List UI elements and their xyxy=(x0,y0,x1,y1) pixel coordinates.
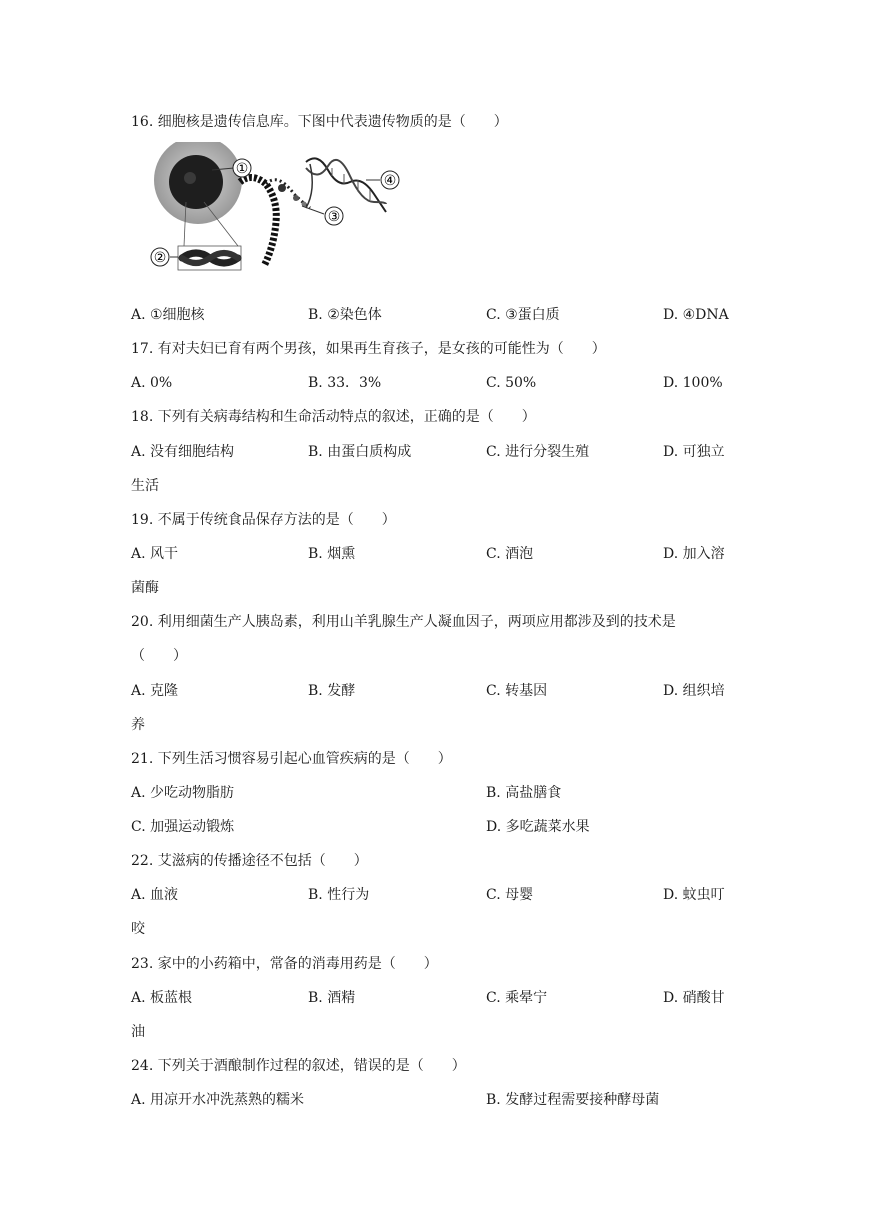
q21-option-a[interactable]: A. 少吃动物脂肪 xyxy=(131,785,235,801)
q24-option-b[interactable]: B. 发酵过程需要接种酵母菌 xyxy=(486,1092,660,1108)
q23-option-d[interactable]: D. 硝酸甘 xyxy=(663,990,725,1006)
q22-option-d[interactable]: D. 蚊虫叮 xyxy=(663,887,725,903)
q20-option-b[interactable]: B. 发酵 xyxy=(308,683,356,699)
q20-option-a[interactable]: A. 克隆 xyxy=(131,683,179,699)
q19-option-d[interactable]: D. 加入溶 xyxy=(663,546,725,562)
q18-option-b[interactable]: B. 由蛋白质构成 xyxy=(308,444,412,460)
label-1: ① xyxy=(235,161,249,177)
cell-nucleus-diagram xyxy=(148,142,410,278)
q23-option-b[interactable]: B. 酒精 xyxy=(308,990,356,1006)
question-16-stem: 16. 细胞核是遗传信息库。下图中代表遗传物质的是（ ） xyxy=(131,114,508,130)
q17-option-c[interactable]: C. 50% xyxy=(486,375,537,391)
label-2: ② xyxy=(153,250,167,266)
question-23-stem: 23. 家中的小药箱中，常备的消毒用药是（ ） xyxy=(131,956,438,972)
q23-option-a[interactable]: A. 板蓝根 xyxy=(131,990,193,1006)
q21-option-c[interactable]: C. 加强运动锻炼 xyxy=(131,819,235,835)
question-20-stem: 20. 利用细菌生产人胰岛素，利用山羊乳腺生产人凝血因子，两项应用都涉及到的技术是 xyxy=(131,614,676,630)
q16-option-d[interactable]: D. ④DNA xyxy=(663,307,729,323)
q20-option-d[interactable]: D. 组织培 xyxy=(663,683,725,699)
q17-option-b[interactable]: B. 33．3% xyxy=(308,375,382,391)
q19-option-b[interactable]: B. 烟熏 xyxy=(308,546,356,562)
nucleus-shape xyxy=(169,155,223,209)
question-22-stem: 22. 艾滋病的传播途径不包括（ ） xyxy=(131,853,368,869)
q18-option-d-continuation: 生活 xyxy=(131,478,159,494)
q24-option-a[interactable]: A. 用凉开水冲洗蒸熟的糯米 xyxy=(131,1092,305,1108)
q20-option-d-continuation: 养 xyxy=(131,717,145,733)
question-21-stem: 21. 下列生活习惯容易引起心血管疾病的是（ ） xyxy=(131,751,452,767)
q17-option-d[interactable]: D. 100% xyxy=(663,375,723,391)
q19-option-d-continuation: 菌酶 xyxy=(131,580,159,596)
q17-option-a[interactable]: A. 0% xyxy=(131,375,173,391)
q22-option-d-continuation: 咬 xyxy=(131,921,145,937)
q19-option-c[interactable]: C. 酒泡 xyxy=(486,546,534,562)
q16-option-a[interactable]: A. ①细胞核 xyxy=(131,307,205,323)
q16-option-c[interactable]: C. ③蛋白质 xyxy=(486,307,560,323)
label-3: ③ xyxy=(327,209,341,225)
label-4: ④ xyxy=(383,173,397,189)
q21-option-d[interactable]: D. 多吃蔬菜水果 xyxy=(486,819,590,835)
q22-option-b[interactable]: B. 性行为 xyxy=(308,887,370,903)
question-20-stem-line2: （ ） xyxy=(131,648,187,664)
q23-option-c[interactable]: C. 乘晕宁 xyxy=(486,990,548,1006)
q22-option-c[interactable]: C. 母婴 xyxy=(486,887,534,903)
q18-option-a[interactable]: A. 没有细胞结构 xyxy=(131,444,235,460)
q23-option-d-continuation: 油 xyxy=(131,1024,145,1040)
q21-option-b[interactable]: B. 高盐膳食 xyxy=(486,785,562,801)
q20-option-c[interactable]: C. 转基因 xyxy=(486,683,548,699)
q19-option-a[interactable]: A. 风干 xyxy=(131,546,179,562)
q18-option-d[interactable]: D. 可独立 xyxy=(663,444,725,460)
q16-option-b[interactable]: B. ②染色体 xyxy=(308,307,382,323)
question-17-stem: 17. 有对夫妇已育有两个男孩，如果再生育孩子，是女孩的可能性为（ ） xyxy=(131,341,606,357)
question-19-stem: 19. 不属于传统食品保存方法的是（ ） xyxy=(131,512,396,528)
question-24-stem: 24. 下列关于酒酿制作过程的叙述，错误的是（ ） xyxy=(131,1058,466,1074)
q18-option-c[interactable]: C. 进行分裂生殖 xyxy=(486,444,590,460)
question-18-stem: 18. 下列有关病毒结构和生命活动特点的叙述，正确的是（ ） xyxy=(131,409,536,425)
q22-option-a[interactable]: A. 血液 xyxy=(131,887,179,903)
